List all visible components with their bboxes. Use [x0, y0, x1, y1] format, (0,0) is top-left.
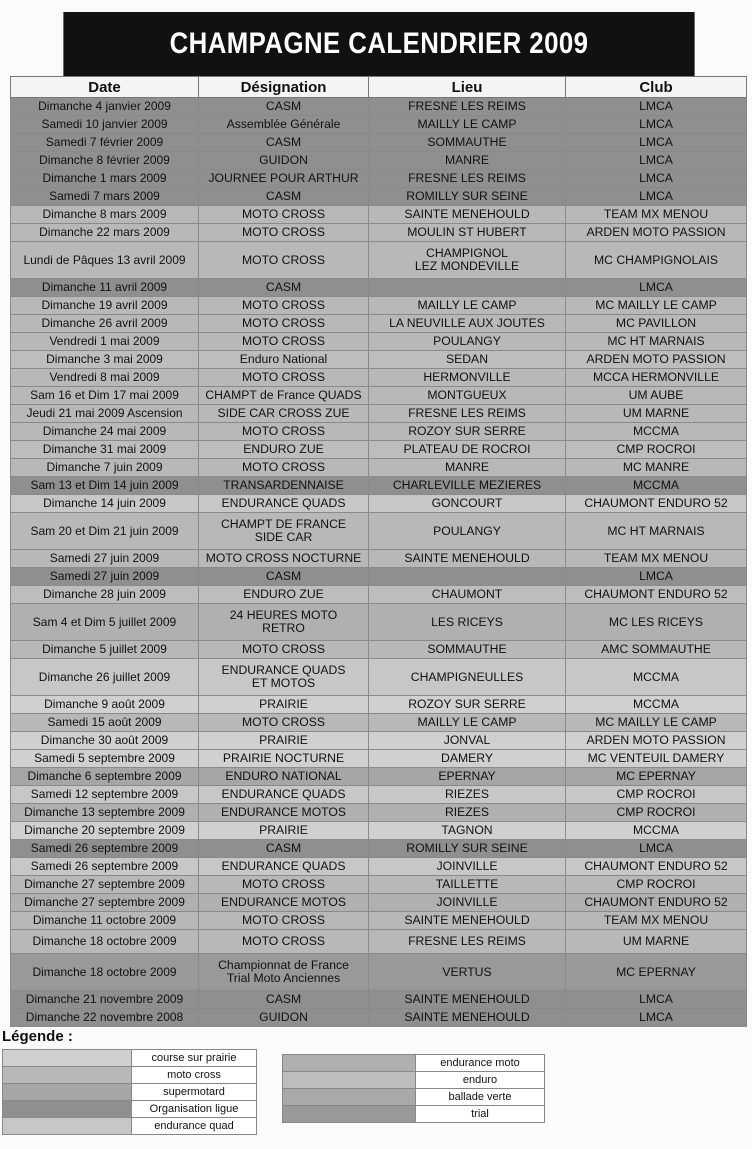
legend-item — [3, 1101, 257, 1118]
table-row — [11, 659, 747, 696]
cell-designation: ENDURANCE QUADS — [199, 786, 369, 804]
cell-lieu: SAINTE MENEHOULD — [369, 206, 566, 224]
cell-club: MC PAVILLON — [566, 315, 747, 333]
cell-designation: MOTO CROSS — [199, 242, 369, 279]
legend-item — [3, 1084, 257, 1101]
legend-label: endurance moto — [416, 1055, 545, 1072]
cell-lieu: JOINVILLE — [369, 894, 566, 912]
cell-designation: ENDURO NATIONAL — [199, 768, 369, 786]
cell-club: MC EPERNAY — [566, 768, 747, 786]
cell-club: UM MARNE — [566, 930, 747, 954]
cell-lieu: CHAMPIGNOL LEZ MONDEVILLE — [369, 242, 566, 279]
cell-date: Dimanche 11 octobre 2009 — [11, 912, 199, 930]
cell-designation: PRAIRIE — [199, 696, 369, 714]
legend-label: trial — [416, 1106, 545, 1123]
cell-club: MC HT MARNAIS — [566, 333, 747, 351]
cell-lieu: FRESNE LES REIMS — [369, 98, 566, 116]
table-row — [11, 387, 747, 405]
table-row — [11, 242, 747, 279]
cell-date: Dimanche 3 mai 2009 — [11, 351, 199, 369]
cell-lieu: TAILLETTE — [369, 876, 566, 894]
cell-designation: MOTO CROSS — [199, 876, 369, 894]
cell-club: MC VENTEUIL DAMERY — [566, 750, 747, 768]
cell-lieu: MOULIN ST HUBERT — [369, 224, 566, 242]
cell-date: Samedi 26 septembre 2009 — [11, 840, 199, 858]
cell-designation: MOTO CROSS — [199, 206, 369, 224]
table-row — [11, 550, 747, 568]
legend-swatch — [3, 1067, 132, 1084]
cell-lieu: ROZOY SUR SERRE — [369, 423, 566, 441]
cell-designation: MOTO CROSS — [199, 224, 369, 242]
cell-lieu: ROZOY SUR SERRE — [369, 696, 566, 714]
cell-designation: ENDURANCE MOTOS — [199, 804, 369, 822]
cell-club: CMP ROCROI — [566, 804, 747, 822]
cell-date: Samedi 26 septembre 2009 — [11, 858, 199, 876]
cell-date: Dimanche 30 août 2009 — [11, 732, 199, 750]
legend-label: Organisation ligue — [132, 1101, 257, 1118]
cell-club: AMC SOMMAUTHE — [566, 641, 747, 659]
cell-designation: CHAMPT DE FRANCE SIDE CAR — [199, 513, 369, 550]
legend-item — [3, 1118, 257, 1135]
cell-designation: MOTO CROSS — [199, 714, 369, 732]
cell-designation: GUIDON — [199, 152, 369, 170]
table-row — [11, 696, 747, 714]
cell-club: ARDEN MOTO PASSION — [566, 351, 747, 369]
cell-club: TEAM MX MENOU — [566, 912, 747, 930]
cell-date: Samedi 7 mars 2009 — [11, 188, 199, 206]
cell-designation: Championnat de France Trial Moto Anciennes — [199, 954, 369, 991]
cell-club: MCCMA — [566, 659, 747, 696]
cell-designation: CASM — [199, 279, 369, 297]
table-row — [11, 224, 747, 242]
cell-lieu: VERTUS — [369, 954, 566, 991]
column-header-designation: Désignation — [199, 77, 369, 98]
cell-date: Dimanche 22 mars 2009 — [11, 224, 199, 242]
cell-date: Samedi 7 février 2009 — [11, 134, 199, 152]
cell-lieu: SAINTE MENEHOULD — [369, 912, 566, 930]
cell-date: Dimanche 21 novembre 2009 — [11, 991, 199, 1009]
column-header-club: Club — [566, 77, 747, 98]
cell-date: Dimanche 8 février 2009 — [11, 152, 199, 170]
cell-club: TEAM MX MENOU — [566, 550, 747, 568]
legend-title: Légende : — [2, 1028, 73, 1045]
cell-lieu: HERMONVILLE — [369, 369, 566, 387]
legend-label: course sur prairie — [132, 1050, 257, 1067]
legend-item — [3, 1050, 257, 1067]
cell-date: Samedi 27 juin 2009 — [11, 550, 199, 568]
cell-club: CMP ROCROI — [566, 876, 747, 894]
cell-lieu: POULANGY — [369, 513, 566, 550]
cell-lieu: SAINTE MENEHOULD — [369, 991, 566, 1009]
legend-item — [3, 1067, 257, 1084]
cell-club: LMCA — [566, 279, 747, 297]
cell-designation: MOTO CROSS — [199, 912, 369, 930]
cell-club: CMP ROCROI — [566, 441, 747, 459]
cell-designation: PRAIRIE — [199, 732, 369, 750]
table-row — [11, 152, 747, 170]
cell-designation: TRANSARDENNAISE — [199, 477, 369, 495]
cell-date: Dimanche 7 juin 2009 — [11, 459, 199, 477]
cell-designation: MOTO CROSS — [199, 930, 369, 954]
calendar-body — [11, 98, 747, 1027]
table-row — [11, 279, 747, 297]
column-header-lieu: Lieu — [369, 77, 566, 98]
table-row — [11, 441, 747, 459]
cell-lieu: MANRE — [369, 152, 566, 170]
cell-date: Dimanche 18 octobre 2009 — [11, 930, 199, 954]
legend-swatch — [3, 1101, 132, 1118]
table-row — [11, 513, 747, 550]
cell-date: Dimanche 28 juin 2009 — [11, 586, 199, 604]
cell-date: Sam 4 et Dim 5 juillet 2009 — [11, 604, 199, 641]
cell-date: Sam 16 et Dim 17 mai 2009 — [11, 387, 199, 405]
cell-lieu: JONVAL — [369, 732, 566, 750]
cell-lieu: SEDAN — [369, 351, 566, 369]
cell-club: MCCMA — [566, 423, 747, 441]
cell-designation: MOTO CROSS — [199, 641, 369, 659]
cell-lieu: SOMMAUTHE — [369, 641, 566, 659]
legend-label: ballade verte — [416, 1089, 545, 1106]
cell-date: Samedi 5 septembre 2009 — [11, 750, 199, 768]
table-row — [11, 822, 747, 840]
table-row — [11, 495, 747, 513]
table-row — [11, 858, 747, 876]
table-row — [11, 912, 747, 930]
cell-date: Samedi 15 août 2009 — [11, 714, 199, 732]
table-row — [11, 750, 747, 768]
cell-club: LMCA — [566, 170, 747, 188]
table-row — [11, 804, 747, 822]
cell-lieu: MAILLY LE CAMP — [369, 116, 566, 134]
cell-date: Samedi 10 janvier 2009 — [11, 116, 199, 134]
legend-swatch — [3, 1084, 132, 1101]
table-row — [11, 423, 747, 441]
cell-date: Sam 13 et Dim 14 juin 2009 — [11, 477, 199, 495]
cell-lieu: MAILLY LE CAMP — [369, 297, 566, 315]
cell-designation: CASM — [199, 134, 369, 152]
cell-lieu — [369, 568, 566, 586]
cell-date: Dimanche 24 mai 2009 — [11, 423, 199, 441]
cell-club: MC EPERNAY — [566, 954, 747, 991]
cell-club: MC MAILLY LE CAMP — [566, 297, 747, 315]
table-row — [11, 840, 747, 858]
cell-date: Dimanche 27 septembre 2009 — [11, 894, 199, 912]
table-row — [11, 954, 747, 991]
cell-club: CHAUMONT ENDURO 52 — [566, 495, 747, 513]
table-row — [11, 586, 747, 604]
cell-lieu: RIEZES — [369, 786, 566, 804]
cell-club: CMP ROCROI — [566, 786, 747, 804]
cell-date: Dimanche 5 juillet 2009 — [11, 641, 199, 659]
cell-club: LMCA — [566, 116, 747, 134]
legend-right — [282, 1054, 545, 1123]
cell-lieu: MAILLY LE CAMP — [369, 714, 566, 732]
cell-designation: 24 HEURES MOTO RETRO — [199, 604, 369, 641]
cell-lieu: DAMERY — [369, 750, 566, 768]
cell-date: Vendredi 1 mai 2009 — [11, 333, 199, 351]
cell-date: Dimanche 26 juillet 2009 — [11, 659, 199, 696]
legend-left — [2, 1049, 257, 1135]
legend-swatch — [283, 1072, 416, 1089]
cell-lieu: FRESNE LES REIMS — [369, 930, 566, 954]
cell-club: ARDEN MOTO PASSION — [566, 732, 747, 750]
cell-lieu: SOMMAUTHE — [369, 134, 566, 152]
cell-lieu — [369, 279, 566, 297]
cell-date: Dimanche 14 juin 2009 — [11, 495, 199, 513]
cell-date: Dimanche 9 août 2009 — [11, 696, 199, 714]
cell-club: UM MARNE — [566, 405, 747, 423]
table-row — [11, 732, 747, 750]
cell-date: Dimanche 18 octobre 2009 — [11, 954, 199, 991]
cell-designation: MOTO CROSS — [199, 423, 369, 441]
table-row — [11, 351, 747, 369]
cell-lieu: JOINVILLE — [369, 858, 566, 876]
cell-lieu: POULANGY — [369, 333, 566, 351]
cell-club: LMCA — [566, 991, 747, 1009]
table-row — [11, 604, 747, 641]
cell-designation: CASM — [199, 991, 369, 1009]
header-row — [11, 77, 747, 98]
table-row — [11, 459, 747, 477]
cell-date: Dimanche 11 avril 2009 — [11, 279, 199, 297]
cell-designation: JOURNEE POUR ARTHUR — [199, 170, 369, 188]
cell-date: Samedi 12 septembre 2009 — [11, 786, 199, 804]
cell-designation: CASM — [199, 840, 369, 858]
cell-club: LMCA — [566, 152, 747, 170]
table-row — [11, 714, 747, 732]
cell-designation: MOTO CROSS — [199, 369, 369, 387]
cell-club: MCCMA — [566, 696, 747, 714]
table-row — [11, 134, 747, 152]
cell-designation: CASM — [199, 98, 369, 116]
cell-date: Dimanche 13 septembre 2009 — [11, 804, 199, 822]
cell-date: Vendredi 8 mai 2009 — [11, 369, 199, 387]
cell-lieu: RIEZES — [369, 804, 566, 822]
cell-designation: MOTO CROSS — [199, 297, 369, 315]
cell-designation: GUIDON — [199, 1009, 369, 1027]
cell-date: Sam 20 et Dim 21 juin 2009 — [11, 513, 199, 550]
cell-lieu: CHAUMONT — [369, 586, 566, 604]
cell-club: LMCA — [566, 188, 747, 206]
cell-date: Dimanche 6 septembre 2009 — [11, 768, 199, 786]
cell-lieu: LA NEUVILLE AUX JOUTES — [369, 315, 566, 333]
legend-swatch — [283, 1089, 416, 1106]
cell-designation: MOTO CROSS — [199, 315, 369, 333]
table-row — [11, 930, 747, 954]
cell-date: Samedi 27 juin 2009 — [11, 568, 199, 586]
table-row — [11, 876, 747, 894]
cell-date: Lundi de Pâques 13 avril 2009 — [11, 242, 199, 279]
legend-label: moto cross — [132, 1067, 257, 1084]
legend-label: enduro — [416, 1072, 545, 1089]
table-row — [11, 786, 747, 804]
table-row — [11, 568, 747, 586]
cell-date: Jeudi 21 mai 2009 Ascension — [11, 405, 199, 423]
cell-club: LMCA — [566, 840, 747, 858]
page-title: CHAMPAGNE CALENDRIER 2009 — [63, 12, 694, 76]
cell-club: ARDEN MOTO PASSION — [566, 224, 747, 242]
cell-date: Dimanche 26 avril 2009 — [11, 315, 199, 333]
cell-lieu: FRESNE LES REIMS — [369, 170, 566, 188]
table-row — [11, 641, 747, 659]
cell-lieu: LES RICEYS — [369, 604, 566, 641]
cell-designation: CASM — [199, 568, 369, 586]
cell-designation: MOTO CROSS — [199, 333, 369, 351]
cell-club: LMCA — [566, 134, 747, 152]
cell-designation: SIDE CAR CROSS ZUE — [199, 405, 369, 423]
cell-designation: MOTO CROSS NOCTURNE — [199, 550, 369, 568]
cell-designation: MOTO CROSS — [199, 459, 369, 477]
cell-club: LMCA — [566, 1009, 747, 1027]
cell-date: Dimanche 31 mai 2009 — [11, 441, 199, 459]
cell-designation: ENDURO ZUE — [199, 441, 369, 459]
cell-club: CHAUMONT ENDURO 52 — [566, 858, 747, 876]
legend-item — [283, 1106, 545, 1123]
cell-club: MC HT MARNAIS — [566, 513, 747, 550]
legend-label: supermotard — [132, 1084, 257, 1101]
table-row — [11, 315, 747, 333]
table-row — [11, 98, 747, 116]
cell-lieu: GONCOURT — [369, 495, 566, 513]
legend-swatch — [283, 1106, 416, 1123]
table-row — [11, 206, 747, 224]
cell-designation: ENDURANCE MOTOS — [199, 894, 369, 912]
cell-club: MC LES RICEYS — [566, 604, 747, 641]
column-header-date: Date — [11, 77, 199, 98]
calendar-table — [10, 76, 747, 1027]
legend-swatch — [3, 1050, 132, 1067]
cell-lieu: MONTGUEUX — [369, 387, 566, 405]
cell-designation: Enduro National — [199, 351, 369, 369]
cell-lieu: SAINTE MENEHOULD — [369, 550, 566, 568]
cell-club: MCCMA — [566, 477, 747, 495]
cell-club: MC MAILLY LE CAMP — [566, 714, 747, 732]
cell-designation: PRAIRIE NOCTURNE — [199, 750, 369, 768]
cell-club: CHAUMONT ENDURO 52 — [566, 894, 747, 912]
cell-lieu: ROMILLY SUR SEINE — [369, 840, 566, 858]
cell-club: TEAM MX MENOU — [566, 206, 747, 224]
cell-lieu: EPERNAY — [369, 768, 566, 786]
table-row — [11, 405, 747, 423]
cell-date: Dimanche 20 septembre 2009 — [11, 822, 199, 840]
cell-club: LMCA — [566, 98, 747, 116]
cell-date: Dimanche 27 septembre 2009 — [11, 876, 199, 894]
cell-club: MC MANRE — [566, 459, 747, 477]
table-row — [11, 1009, 747, 1027]
cell-date: Dimanche 8 mars 2009 — [11, 206, 199, 224]
cell-date: Dimanche 4 janvier 2009 — [11, 98, 199, 116]
cell-designation: PRAIRIE — [199, 822, 369, 840]
cell-designation: ENDURANCE QUADS — [199, 858, 369, 876]
cell-designation: Assemblée Générale — [199, 116, 369, 134]
cell-club: CHAUMONT ENDURO 52 — [566, 586, 747, 604]
table-row — [11, 768, 747, 786]
legend-item — [283, 1089, 545, 1106]
cell-date: Dimanche 19 avril 2009 — [11, 297, 199, 315]
table-row — [11, 477, 747, 495]
cell-designation: CHAMPT de France QUADS — [199, 387, 369, 405]
table-row — [11, 170, 747, 188]
legend-swatch — [283, 1055, 416, 1072]
cell-designation: ENDURANCE QUADS — [199, 495, 369, 513]
table-row — [11, 116, 747, 134]
legend-item — [283, 1055, 545, 1072]
table-row — [11, 991, 747, 1009]
cell-club: MCCA HERMONVILLE — [566, 369, 747, 387]
cell-club: MC CHAMPIGNOLAIS — [566, 242, 747, 279]
cell-designation: CASM — [199, 188, 369, 206]
cell-date: Dimanche 22 novembre 2008 — [11, 1009, 199, 1027]
cell-lieu: TAGNON — [369, 822, 566, 840]
cell-lieu: ROMILLY SUR SEINE — [369, 188, 566, 206]
cell-lieu: PLATEAU DE ROCROI — [369, 441, 566, 459]
cell-date: Dimanche 1 mars 2009 — [11, 170, 199, 188]
cell-club: UM AUBE — [566, 387, 747, 405]
cell-lieu: CHAMPIGNEULLES — [369, 659, 566, 696]
cell-designation: ENDURO ZUE — [199, 586, 369, 604]
cell-club: LMCA — [566, 568, 747, 586]
legend-label: endurance quad — [132, 1118, 257, 1135]
cell-lieu: MANRE — [369, 459, 566, 477]
table-row — [11, 894, 747, 912]
table-row — [11, 297, 747, 315]
legend-swatch — [3, 1118, 132, 1135]
table-row — [11, 333, 747, 351]
cell-lieu: FRESNE LES REIMS — [369, 405, 566, 423]
table-row — [11, 188, 747, 206]
cell-lieu: CHARLEVILLE MEZIERES — [369, 477, 566, 495]
cell-club: MCCMA — [566, 822, 747, 840]
table-row — [11, 369, 747, 387]
cell-lieu: SAINTE MENEHOULD — [369, 1009, 566, 1027]
legend-item — [283, 1072, 545, 1089]
cell-designation: ENDURANCE QUADS ET MOTOS — [199, 659, 369, 696]
